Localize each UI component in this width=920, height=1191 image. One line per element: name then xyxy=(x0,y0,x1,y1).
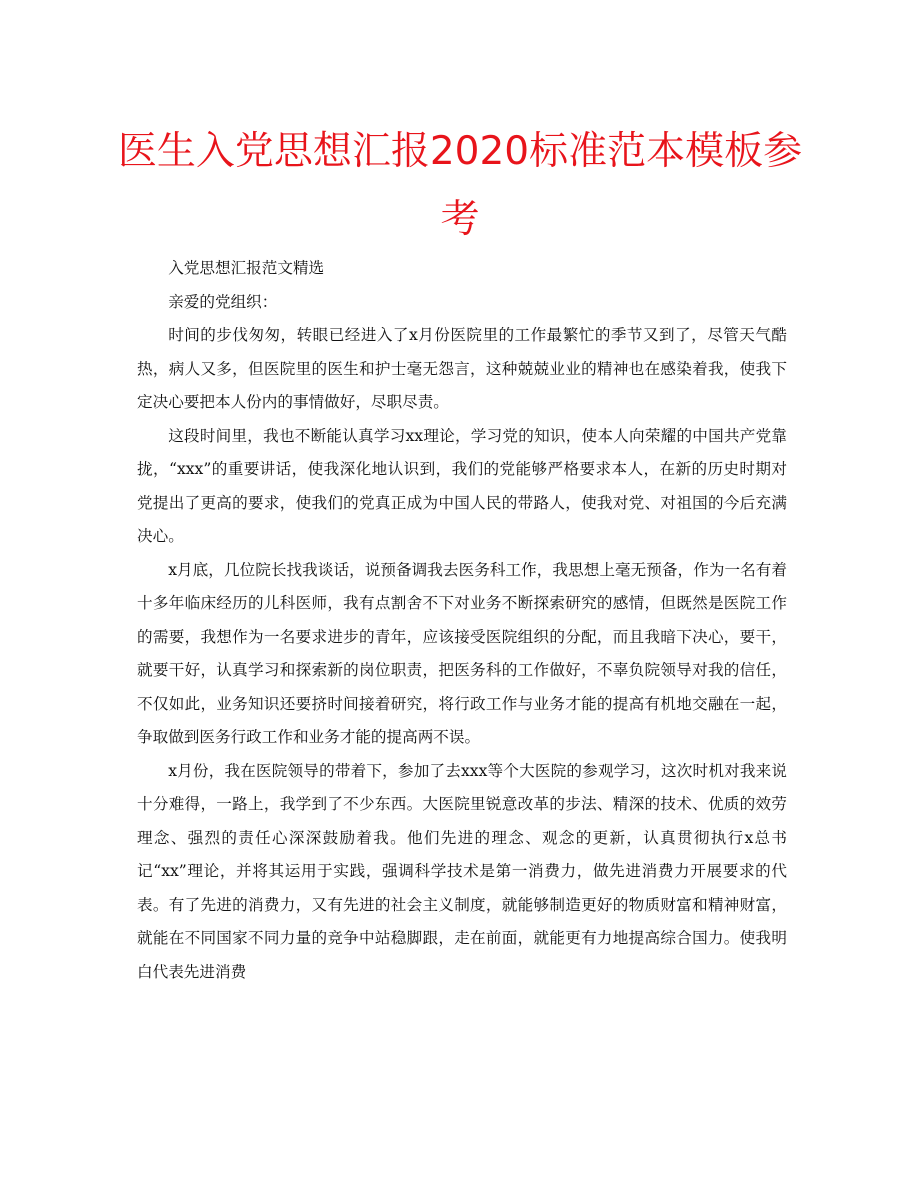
paragraph: 时间的步伐匆匆，转眼已经进入了x月份医院里的工作最繁忙的季节又到了，尽管天气酷热，病人又多，但医院里的医生和护士毫无怨言，这种兢兢业业的精神也在感染着我，使我下定决心要把本人份内的事情做好，尽职尽责。 xyxy=(137,326,787,411)
paragraph-salutation: 亲爱的党组织： xyxy=(168,292,278,311)
paragraph-subtitle: 入党思想汇报范文精选 xyxy=(168,259,325,277)
paragraph: x月份，我在医院领导的带着下，参加了去xxx等个大医院的参观学习，这次时机对我来说十分难得，一路上，我学到了不少东西。大医院里锐意改革的步法、精深的技术、优质的效劳理念、强烈的责任心深深鼓励着我。他们先进的理念、观念的更新，认真贯彻执行x总书记“xx”理论，并将其运用于实践，强调科学技术是第一消费力，做先进消费力开展要求的代表。有了先进的消费力，又有先进的社会主义制度，就能够制造更好的物质财富和精神财富，就能在不同国家不同力量的竞争中站稳脚跟，走在前面，就能更有力地提高综合国力。使我明白代表先进消费 xyxy=(137,761,787,981)
paragraph: x月底，几位院长找我谈话，说预备调我去医务科工作，我思想上毫无预备，作为一名有着十多年临床经历的儿科医师，我有点割舍不下对业务不断探索研究的感情，但既然是医院工作的需要，我想作为一名要求进步的青年，应该接受医院组织的分配，而且我暗下决心，要干，就要干好，认真学习和探索新的岗位职责，把医务科的工作做好，不辜负院领导对我的信任，不仅如此，业务知识还要挤时间接着研究，将行政工作与业务才能的提高有机地交融在一起，争取做到医务行政工作和业务才能的提高两不误。 xyxy=(137,560,787,746)
document-body xyxy=(137,252,787,989)
document-title: 医生入党思想汇报2020标准范本模板参考 xyxy=(117,129,803,242)
paragraph: 这段时间里，我也不断能认真学习xx理论，学习党的知识，使本人向荣耀的中国共产党靠拢，“xxx”的重要讲话，使我深化地认识到，我们的党能够严格要求本人，在新的历史时期对党提出了更高的要求，使我们的党真正成为中国人民的带路人，使我对党、对祖国的今后充满决心。 xyxy=(137,426,787,545)
